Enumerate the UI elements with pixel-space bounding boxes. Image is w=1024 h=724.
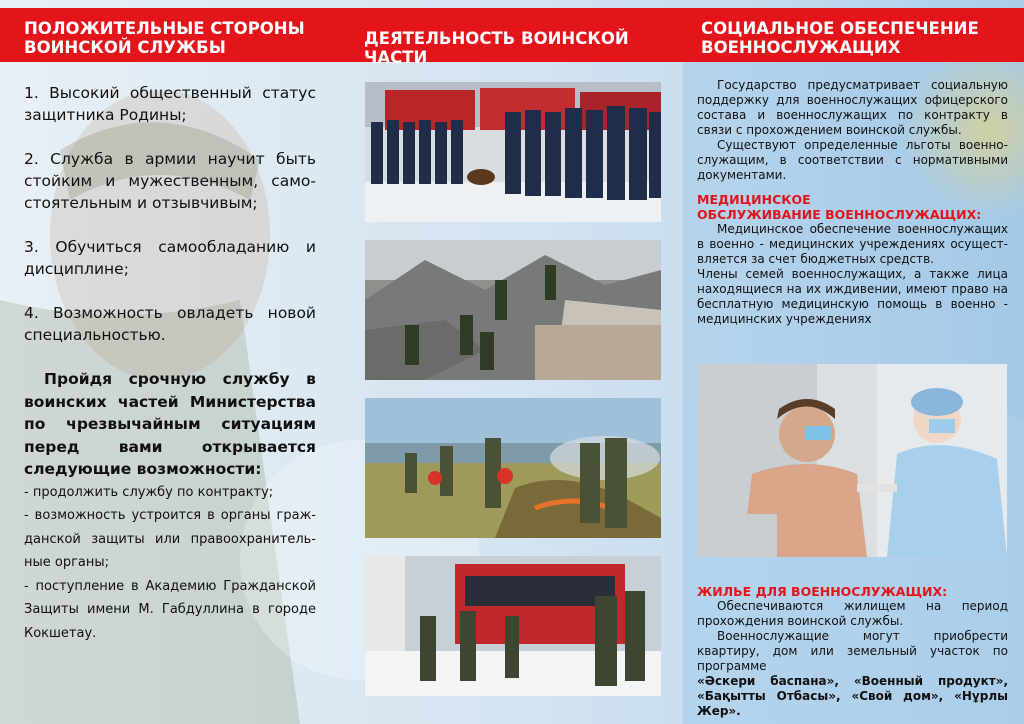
middle-column-header <box>340 8 683 67</box>
program-svoi-dom: «Свой дом» <box>851 689 939 703</box>
medical-exam-photo <box>697 364 1007 557</box>
intro-paragraph-2: Существуют определенные льготы военнослужащим, в соответствии с нормативными документами. <box>697 138 1008 182</box>
medical-paragraph-1: Медицинское обеспечение военнослужащих в военно - медицинских учреждениях осуществляется за счет бюджетных средств. <box>697 222 1008 266</box>
left-column <box>24 82 316 645</box>
benefit-point-4: 4. Возможность овладеть новой специальностью. <box>24 304 316 344</box>
benefit-point-1: 1. Высокий общественный статус защитника Родины; <box>24 84 316 124</box>
medical-paragraph-2: Члены семей военнослужащих, а также лица находящиеся на их иждивении, имеют право на бесплатную медицинскую помощь в военно - медицинских учреждениях <box>697 267 1008 326</box>
housing-section <box>697 584 1008 719</box>
left-header-line-1: ПОЛОЖИТЕЛЬНЫЕ СТОРОНЫ <box>24 19 305 38</box>
left-header-line-2: ВОИНСКОЙ СЛУЖБЫ <box>24 38 226 57</box>
middle-header-text: ДЕЯТЕЛЬНОСТЬ ВОИНСКОЙ ЧАСТИ <box>364 29 629 67</box>
program-nurly-zher: «Нұрлы Жер» <box>697 689 1008 718</box>
program-askeri-baspana: «Әскери баспана» <box>697 674 835 688</box>
medical-title-line-2: ОБСЛУЖИВАНИЕ ВОЕННОСЛУЖАЩИХ: <box>697 207 982 222</box>
benefit-point-2: 2. Служба в армии научит быть стойким и мужественным, самостоятельным и отзывчивым; <box>24 150 316 212</box>
intro-paragraph-1: Государство предусматривает социальную поддержку для военнослужащих офицерского состава и военнослужащих по контракту в связи с прохождением воинской службы. <box>697 78 1008 137</box>
right-column-header <box>683 8 1024 62</box>
left-column-header <box>0 8 340 62</box>
opportunity-bullet-1: - продолжить службу по контракту; <box>24 484 274 500</box>
rubble-search-photo <box>365 240 661 380</box>
housing-programs: «Әскери баспана», «Военный продукт», «Бақытты Отбасы», «Свой дом», «Нұрлы Жер». <box>697 674 1008 718</box>
opportunities-intro: Пройдя срочную службу в воинских частей Министерства по чрезвычайным ситуациям перед вами открывается следующие возможности: <box>24 370 316 478</box>
program-voenny-produkt: «Военный продукт» <box>853 674 1004 688</box>
opportunity-bullet-2: - возможность устроится в органы гражданской защиты или правоохранительные органы; <box>24 508 316 570</box>
housing-title: ЖИЛЬЕ ДЛЯ ВОЕННОСЛУЖАЩИХ: <box>697 584 948 599</box>
opportunity-bullet-3: - поступление в Академию Гражданской Защиты имени М. Габдуллина в городе Кокшетау. <box>24 578 316 641</box>
rescuers-formation-photo <box>365 82 661 222</box>
housing-paragraph-1: Обеспечиваются жилищем на период прохождения воинской службы. <box>697 599 1008 628</box>
wildfire-fighting-photo <box>365 398 661 538</box>
program-bakytty-otbasy: «Бақытты Отбасы» <box>697 689 836 703</box>
right-header-line-1: СОЦИАЛЬНОЕ ОБЕСПЕЧЕНИЕ <box>701 19 979 38</box>
snow-bus-rescue-photo <box>365 556 661 696</box>
right-header-line-2: ВОЕННОСЛУЖАЩИХ <box>701 38 901 57</box>
housing-paragraph-2: Военнослужащие могут приобрести квартиру, дом или земельный участок по программе <box>697 629 1008 673</box>
medical-title-line-1: МЕДИЦИНСКОЕ <box>697 192 811 207</box>
benefit-point-3: 3. Обучиться самообладанию и дисциплине; <box>24 238 316 278</box>
social-support-intro <box>697 78 1008 327</box>
